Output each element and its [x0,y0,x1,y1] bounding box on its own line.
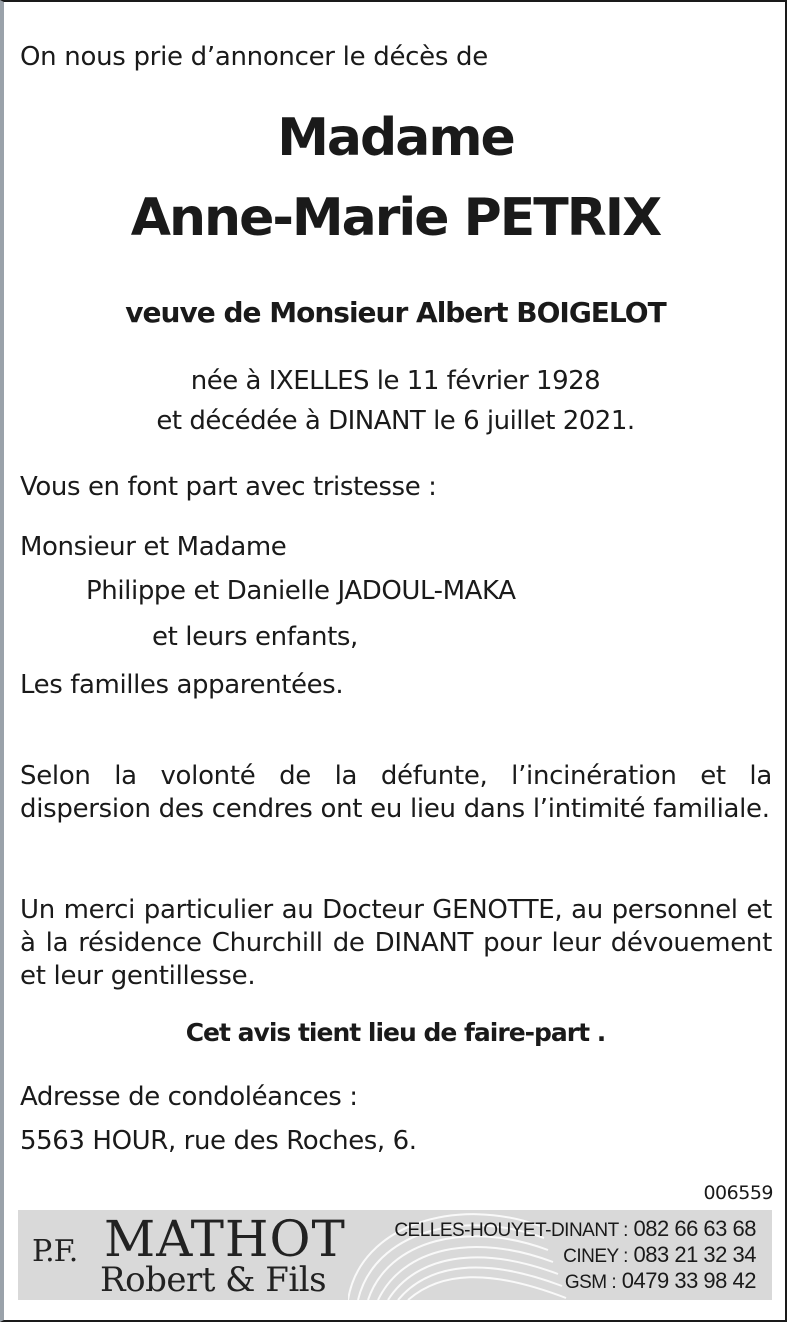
contact-celles [394,1216,756,1242]
logo-name: MATHOT [104,1210,346,1268]
contact-phone: 0479 33 98 42 [621,1268,756,1293]
birth-line: née à IXELLES le 11 février 1928 [190,366,601,396]
thanks-paragraph: Un merci particulier au Docteur GENOTTE, au personnel et à la résidence Churchill de DINANT pour leur dévouement et leur gentillesse. [20,895,772,991]
condolences-label: Adresse de condoléances : [20,1082,358,1112]
contact-label: CELLES-HOUYET-DINANT : [394,1220,628,1241]
deceased-title: Madame [277,108,514,168]
funeral-home-banner [18,1210,772,1300]
cremation-paragraph: Selon la volonté de la défunte, l’incinération et la dispersion des cendres ont eu lieu dans l’intimité familiale. [20,761,772,824]
contact-label: GSM : [564,1272,617,1293]
death-line: et décédée à DINANT le 6 juillet 2021. [156,406,635,436]
family-line-2: Philippe et Danielle JADOUL-MAKA [86,576,516,606]
contact-label: CINEY : [563,1246,628,1267]
logo-pf: P.F. [32,1234,78,1269]
notice-text: Cet avis tient lieu de faire-part . [185,1018,606,1047]
contact-gsm [565,1268,756,1294]
family-line-3: et leurs enfants, [152,622,358,652]
intro-text: On nous prie d’annoncer le décès de [20,42,488,72]
condolences-address: 5563 HOUR, rue des Roches, 6. [20,1126,417,1156]
family-line-4: Les familles apparentées. [20,670,344,700]
contact-ciney [563,1242,756,1268]
family-line-1: Monsieur et Madame [20,532,287,562]
reference-number: 006559 [703,1182,773,1204]
announce-text: Vous en font part avec tristesse : [20,472,437,502]
widow-of: veuve de Monsieur Albert BOIGELOT [125,296,666,329]
contact-phone: 082 66 63 68 [633,1216,756,1241]
logo-subtitle: Robert & Fils [100,1260,327,1300]
deceased-name: Anne-Marie PETRIX [130,188,661,248]
contact-phone: 083 21 32 34 [633,1242,756,1267]
